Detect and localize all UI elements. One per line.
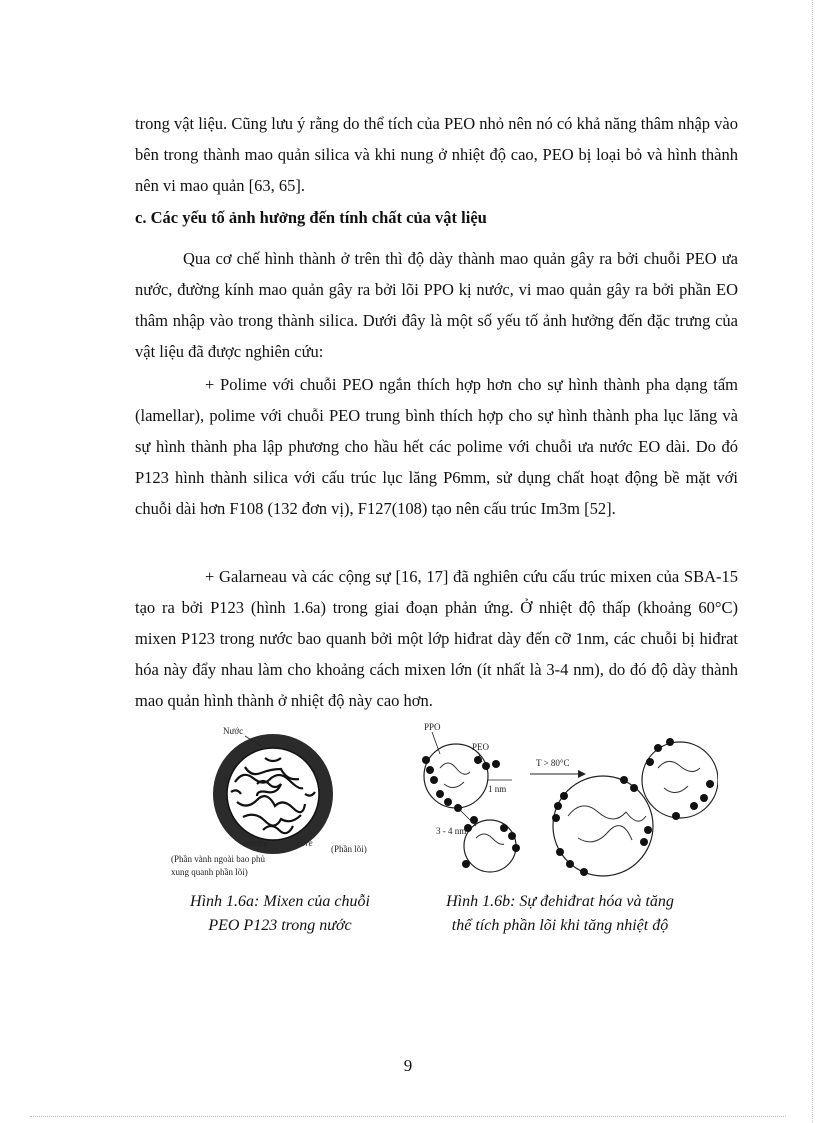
label-corona: corona — [243, 838, 269, 848]
micelle-figure-b — [418, 718, 718, 886]
label-1nm: 1 nm — [488, 784, 507, 794]
caption-b-line2: thể tích phần lõi khi tăng nhiệt độ — [451, 917, 669, 934]
micelle-figure-a — [165, 722, 395, 882]
caption-a-line1: Hình 1.6a: Mixen của chuỗi — [190, 893, 370, 910]
caption-b-line1: Hình 1.6b: Sự đehiđrat hóa và tăng — [446, 893, 674, 910]
label-core-vn: (Phần lõi) — [331, 844, 367, 854]
caption-figure-a — [165, 890, 395, 938]
label-ppo: PPO — [424, 722, 441, 732]
paragraph-1: trong vật liệu. Cũng lưu ý rằng do thể tích của PEO nhỏ nên nó có khả năng thâm nhập vào bên trong thành mao quản silica và khi nung ở nhiệt độ cao, PEO bị loại bỏ và hình thành nên vi mao quản [63, 65]. — [135, 114, 738, 195]
label-3-4nm: 3 - 4 nm — [436, 826, 467, 836]
label-temperature: T > 80°C — [536, 758, 570, 768]
paragraph-3: + Polime với chuỗi PEO ngắn thích hợp hơn cho sự hình thành pha dạng tấm (lamellar), polime với chuỗi PEO trung bình thích hợp cho sự hình thành pha lục lăng và sự hình thành pha lập phương cho hầu hết các polime với chuỗi ưa nước EO dài. Do đó P123 hình thành silica với cấu trúc lục lăng P6mm, sử dụng chất hoạt động bề mặt với chuỗi dài hơn F108 (132 đơn vị), F127(108) tạo nên cấu trúc Im3m [52]. — [135, 375, 738, 518]
paragraph-4: + Galarneau và các cộng sự [16, 17] đã nghiên cứu cấu trúc mixen của SBA-15 tạo ra bởi P123 (hình 1.6a) trong giai đoạn phản ứng. Ở nhiệt độ thấp (khoảng 60°C) mixen P123 trong nước bao quanh bởi một lớp hiđrat dày đến cỡ 1nm, các chuỗi bị hiđrat hóa này đẩy nhau làm cho khoảng cách mixen lớn (ít nhất là 3-4 nm), do đó độ dày thành mao quản hình thành ở nhiệt độ này cao hơn. — [135, 567, 738, 710]
arrow-head — [578, 770, 586, 778]
label-water: Nước — [223, 726, 244, 736]
label-core: core — [297, 838, 313, 848]
label-peo: PEO — [472, 742, 490, 752]
section-heading: c. Các yếu tố ảnh hưởng đến tính chất của vật liệu — [135, 208, 487, 227]
caption-figure-b — [410, 890, 710, 938]
label-corona-vn-1: (Phần vành ngoài bao phủ — [171, 854, 265, 864]
caption-a-line2: PEO P123 trong nước — [208, 917, 352, 934]
right-rule — [812, 0, 813, 1123]
label-corona-vn-2: xung quanh phần lõi) — [171, 867, 248, 877]
paragraph-2: Qua cơ chế hình thành ở trên thì độ dày thành mao quản gây ra bởi chuỗi PEO ưa nước, đường kính mao quản gây ra bởi lõi PPO kị nước, vi mao quản gây ra bởi phần EO thâm nhập vào trong thành silica. Dưới đây là một số yếu tố ảnh hưởng đến đặc trưng của vật liệu đã được nghiên cứu: — [135, 249, 738, 361]
large-micelle-right — [642, 742, 718, 818]
bottom-rule — [30, 1116, 786, 1117]
page-number: 9 — [403, 1056, 413, 1075]
